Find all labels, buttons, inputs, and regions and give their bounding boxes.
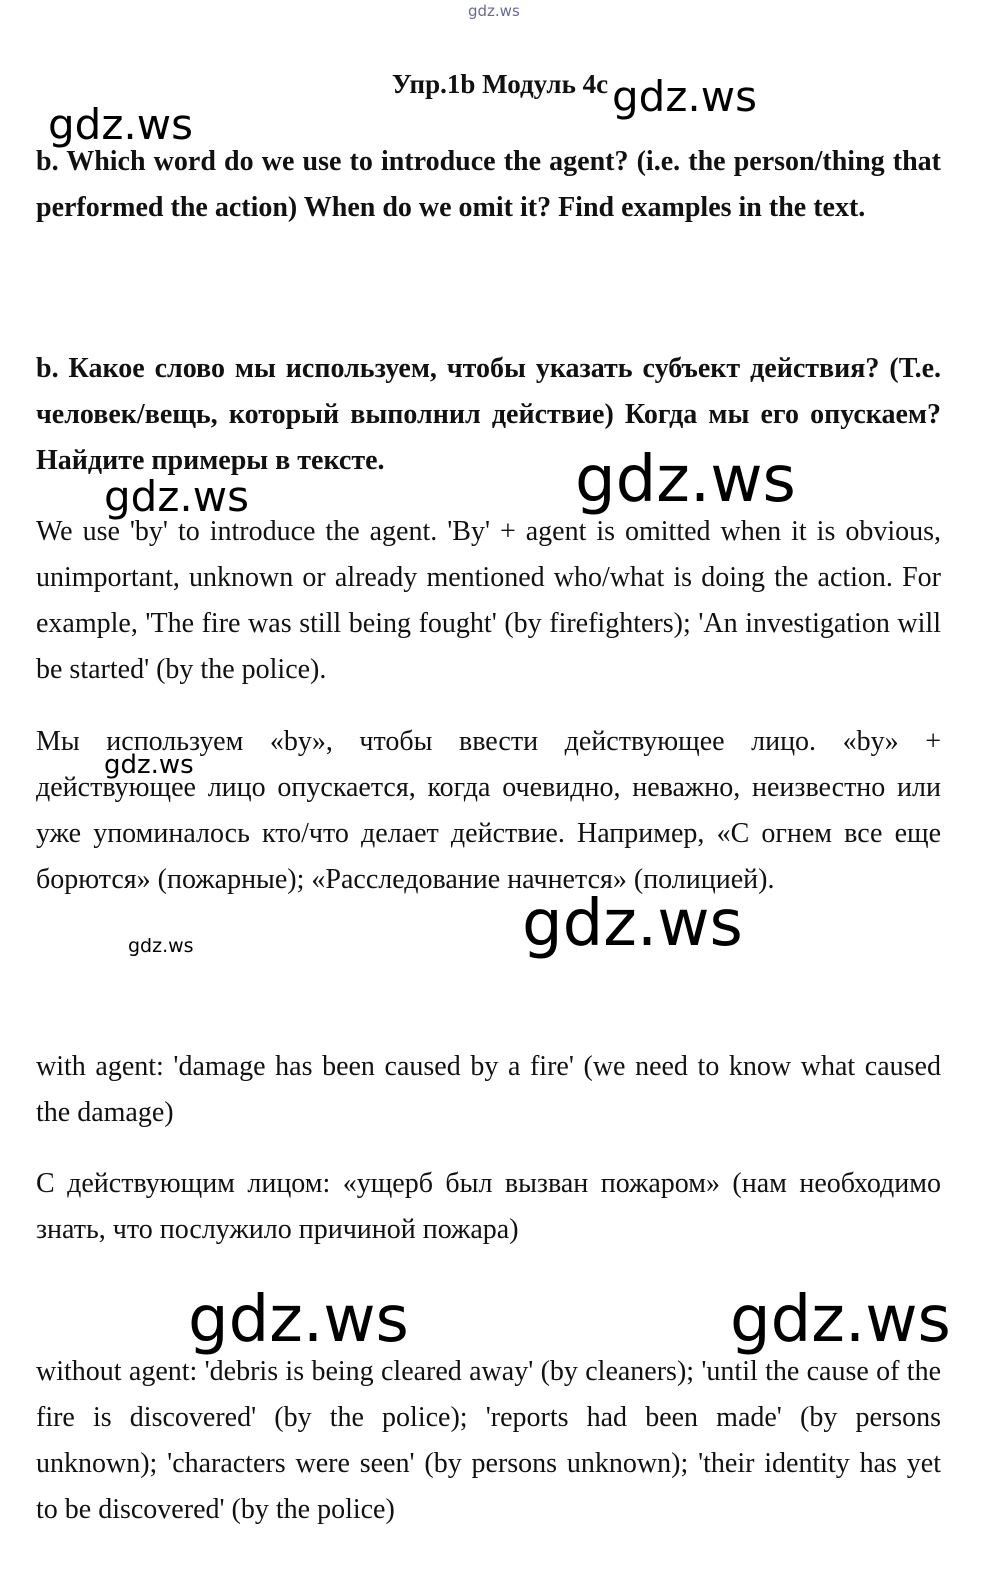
watermark: gdz.ws	[128, 935, 194, 957]
watermark: gdz.ws	[468, 2, 520, 20]
page-title: Упр.1b Модуль 4c	[391, 69, 609, 99]
watermark: gdz.ws	[612, 72, 757, 121]
without-agent-text-en: without agent: 'debris is being cleared away' (by cleaners); 'until the cause of the fire is discovered' (by the police); 'reports had been made' (by persons unknown); 'characters were seen' (by persons unknown); 'their identity has yet to be discovered' (by the police)	[36, 1356, 941, 1525]
with-agent-text-ru: С действующим лицом: «ущерб был вызван пожаром» (нам необходимо знать, что послужило причиной пожара)	[36, 1168, 941, 1245]
watermark: gdz.ws	[48, 100, 193, 149]
watermark: gdz.ws	[575, 443, 796, 517]
answer-text-ru: Мы используем «by», чтобы ввести действующее лицо. «by» + действующее лицо опускается, когда очевидно, неважно, неизвестно или уже упоминалось кто/что делает действие. Например, «С огнем все еще борются» (пожарные); «Расследование начнется» (полицией).	[36, 726, 941, 895]
watermark: gdz.ws	[104, 472, 249, 521]
watermark: gdz.ws	[730, 1283, 951, 1357]
watermark: gdz.ws	[188, 1283, 409, 1357]
answer-text-en: We use 'by' to introduce the agent. 'By' + agent is omitted when it is obvious, unimportant, unknown or already mentioned who/what is doing the action. For example, 'The fire was still being fought' (by firefighters); 'An investigation will be started' (by the police).	[36, 516, 941, 685]
watermark: gdz.ws	[522, 887, 743, 961]
task-text-en: b. Which word do we use to introduce the agent? (i.e. the person/thing that performed the action) When do we omit it? Find examples in the text.	[36, 146, 941, 223]
watermark: gdz.ws	[104, 750, 194, 780]
task-text-ru: b. Какое слово мы используем, чтобы указать субъект действия? (Т.е. человек/вещь, который выполнил действие) Когда мы его опускаем? Найдите примеры в тексте.	[36, 353, 941, 476]
with-agent-text-en: with agent: 'damage has been caused by a fire' (we need to know what caused the damage)	[36, 1051, 941, 1128]
